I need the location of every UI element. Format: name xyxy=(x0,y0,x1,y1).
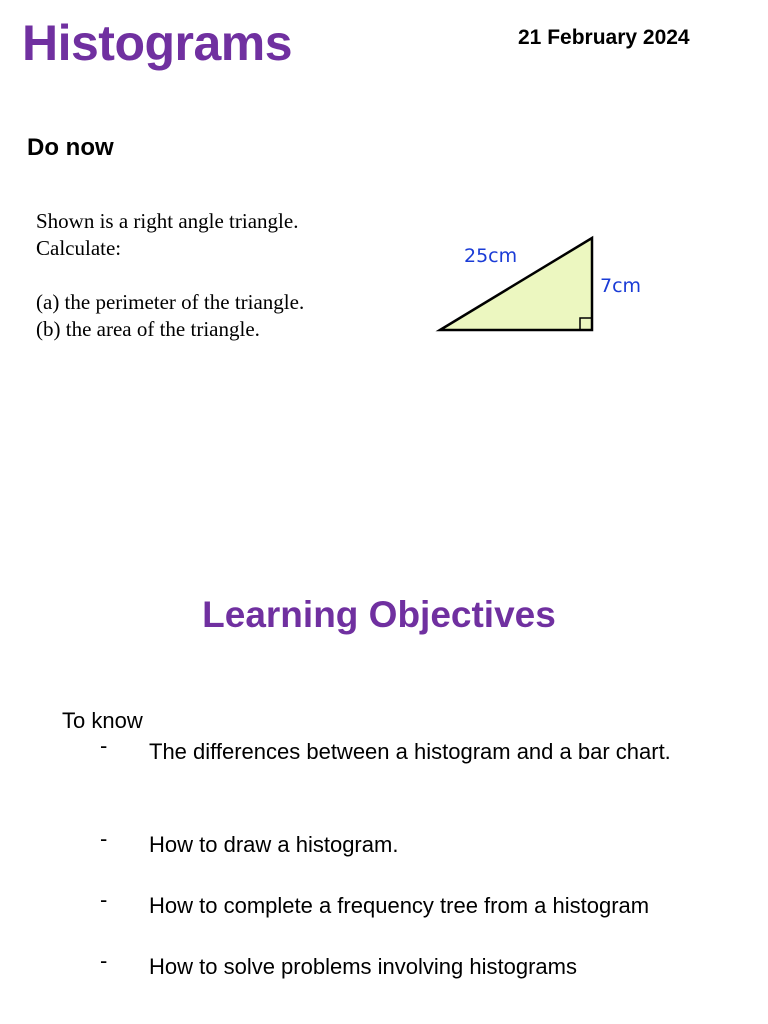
page-title: Histograms xyxy=(22,15,293,71)
learning-objectives-title: Learning Objectives xyxy=(202,594,556,635)
question-line: Shown is a right angle triangle. xyxy=(36,209,299,233)
question-part-a: (a) the perimeter of the triangle. xyxy=(36,290,305,314)
bullet-dash: - xyxy=(100,887,108,912)
objective-text: How to complete a frequency tree from a histogram xyxy=(149,893,650,918)
right-triangle-diagram xyxy=(430,228,650,340)
bullet-dash: - xyxy=(100,948,108,973)
hypotenuse-label: 25cm xyxy=(464,245,518,267)
question-part-b: (b) the area of the triangle. xyxy=(36,317,260,341)
side-label: 7cm xyxy=(600,275,642,297)
objectives-intro: To know xyxy=(62,708,143,733)
do-now-question xyxy=(36,208,304,343)
do-now-heading: Do now xyxy=(27,134,114,161)
bullet-dash: - xyxy=(100,826,108,851)
objective-text: How to draw a histogram. xyxy=(149,832,399,857)
bullet-dash: - xyxy=(100,733,108,758)
question-line: Calculate: xyxy=(36,236,122,260)
objective-text: The differences between a histogram and a bar chart. xyxy=(149,739,671,764)
objective-text: How to solve problems involving histograms xyxy=(149,954,577,979)
date-label: 21 February 2024 xyxy=(518,26,690,49)
